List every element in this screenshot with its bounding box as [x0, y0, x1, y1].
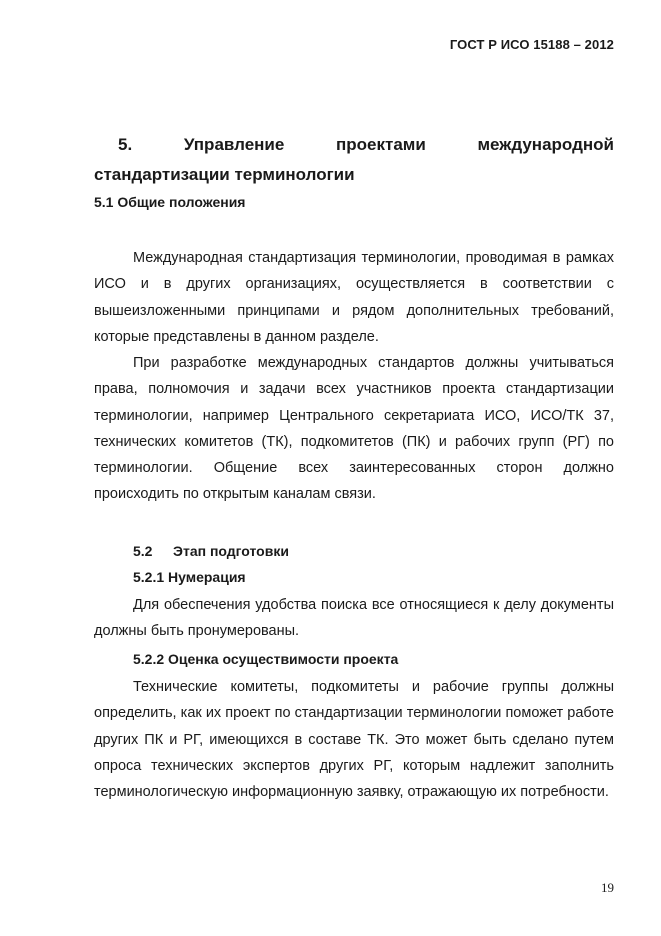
section-5-title-line2: стандартизации терминологии [94, 165, 355, 184]
section-5-title-word-2: проектами [336, 135, 426, 154]
subsection-5-2-1-heading: 5.2.1 Нумерация [133, 569, 246, 585]
subsection-5-2-title: Этап подготовки [173, 543, 289, 559]
section-5-title-word-3: международной [477, 135, 614, 154]
section-5-title-line1 [94, 130, 614, 160]
subsection-5-1-paragraph-2: При разработке международных стандартов должны учитываться права, полномочия и задачи всех участников проекта стандартизации терминологии, например Центрального секретариата ИСО, ИСО/ТК 37, технических комитетов (ТК), подкомитетов (ПК) и рабочих групп (РГ) по терминологии. Общение всех заинтересованных сторон должно происходить по открытым каналам связи. [94, 355, 614, 503]
section-5-title [94, 130, 614, 190]
subsection-5-2-2-paragraph: Технические комитеты, подкомитеты и рабочие группы должны определить, как их проект по стандартизации терминологии поможет работе других ПК и РГ, имеющихся в составе ТК. Это может быть сделано путем опроса технических экспертов других РГ, которым надлежит заполнить терминологическую информационную заявку, отражающую их потребности. [94, 679, 614, 801]
subsection-5-2-1-paragraph: Для обеспечения удобства поиска все относящиеся к делу документы должны быть пронумерованы. [94, 597, 614, 640]
section-5-number: 5. [118, 135, 133, 154]
section-5-title-word-1: Управление [183, 135, 285, 154]
subsection-5-2-heading [133, 541, 289, 561]
subsection-5-2-2-heading: 5.2.2 Оценка осуществимости проекта [133, 651, 399, 667]
page-number: 19 [601, 880, 614, 895]
subsection-5-2-number: 5.2 [133, 543, 153, 559]
subsection-5-1-paragraph-1: Международная стандартизация терминологии, проводимая в рамках ИСО и в других организациях, осуществляется в соответствии с вышеизложенными принципами и рядом дополнительных требований, которые представлены в данном разделе. [94, 250, 614, 345]
subsection-5-1-heading: 5.1 Общие положения [94, 194, 246, 210]
document-header: ГОСТ Р ИСО 15188 – 2012 [449, 37, 614, 52]
